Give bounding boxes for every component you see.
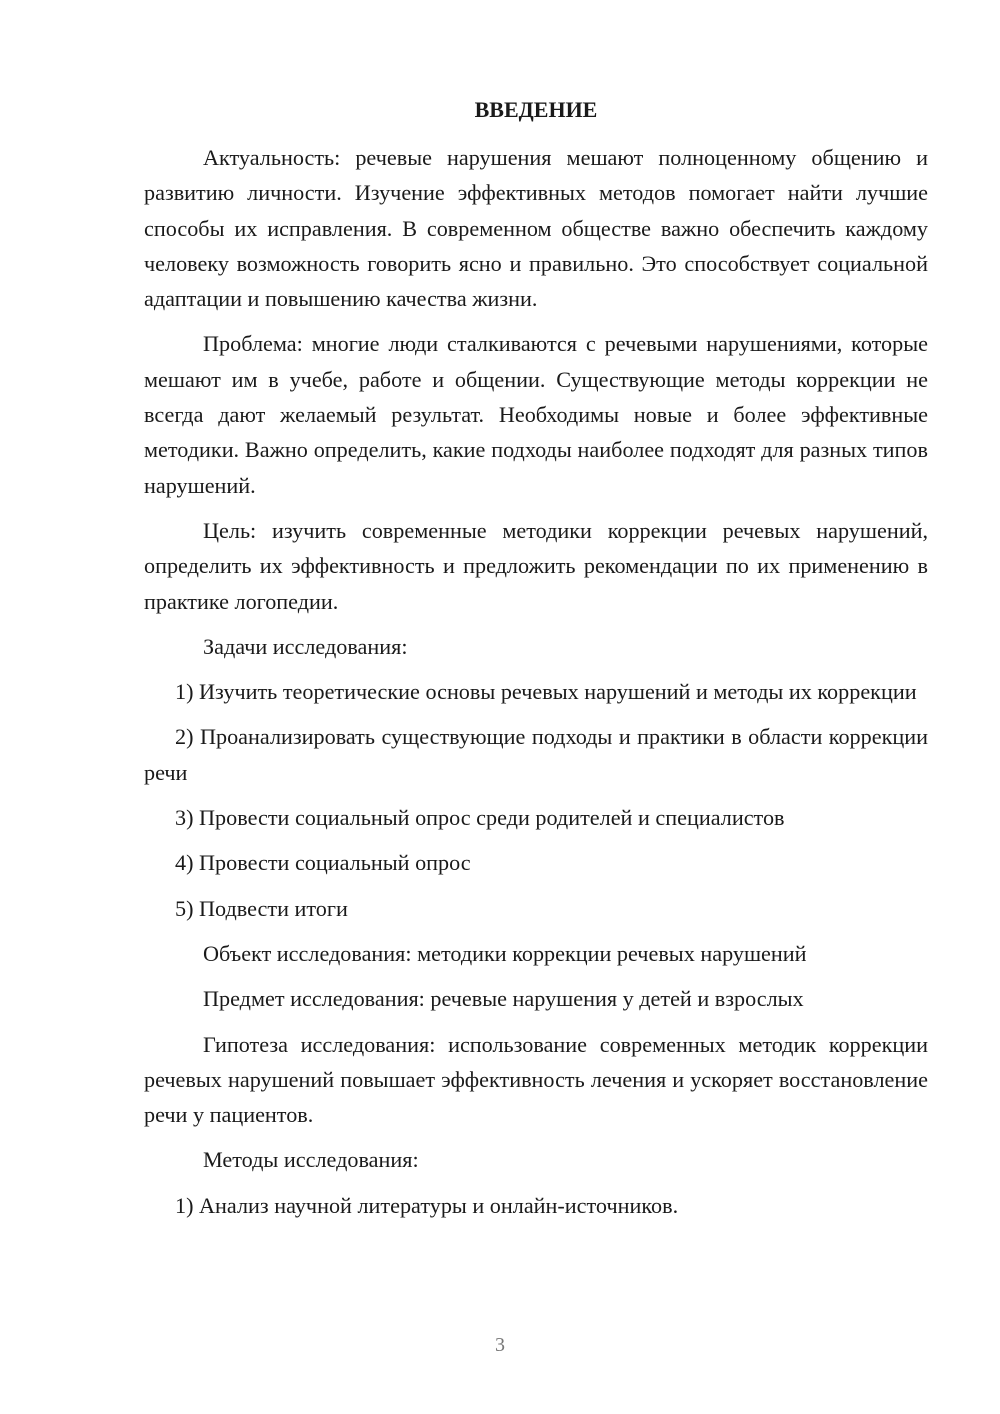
task-item-1: 1) Изучить теоретические основы речевых нарушений и методы их коррекции (175, 679, 917, 705)
page-number: 3 (495, 1334, 505, 1356)
task-item-2: 2) Проанализировать существующие подходы и практики в области коррекции речи (144, 724, 928, 785)
task-item-5: 5) Подвести итоги (175, 895, 348, 921)
task-item-4: 4) Провести социальный опрос (175, 850, 471, 876)
method-item-1: 1) Анализ научной литературы и онлайн-источников. (175, 1192, 679, 1218)
task-item-3: 3) Провести социальный опрос среди родителей и специалистов (175, 805, 785, 831)
relevance-paragraph: Актуальность: речевые нарушения мешают полноценному общению и развитию личности. Изучение эффективных методов помогает найти лучшие способы их исправления. В современном обществе важно обеспечить каждому человеку возможность говорить ясно и правильно. Это способствует социальной адаптации и повышению качества жизни. (144, 145, 928, 312)
tasks-heading: Задачи исследования: (203, 633, 408, 659)
page-content (144, 92, 928, 1233)
hypothesis-paragraph: Гипотеза исследования: использование современных методик коррекции речевых нарушений повышает эффективность лечения и ускоряет восстановление речи у пациентов. (144, 1031, 928, 1128)
subject-paragraph: Предмет исследования: речевые нарушения у детей и взрослых (203, 986, 804, 1012)
section-heading: ВВЕДЕНИЕ (474, 97, 598, 122)
methods-heading: Методы исследования: (203, 1147, 419, 1173)
object-paragraph: Объект исследования: методики коррекции речевых нарушений (203, 940, 807, 966)
goal-paragraph: Цель: изучить современные методики коррекции речевых нарушений, определить их эффективность и предложить рекомендации по их применению в практике логопедии. (144, 517, 928, 614)
problem-paragraph: Проблема: многие люди сталкиваются с речевыми нарушениями, которые мешают им в учебе, работе и общении. Существующие методы коррекции не всегда дают желаемый результат. Необходимы новые и более эффективные методики. Важно определить, какие подходы наиболее подходят для разных типов нарушений. (144, 331, 928, 498)
